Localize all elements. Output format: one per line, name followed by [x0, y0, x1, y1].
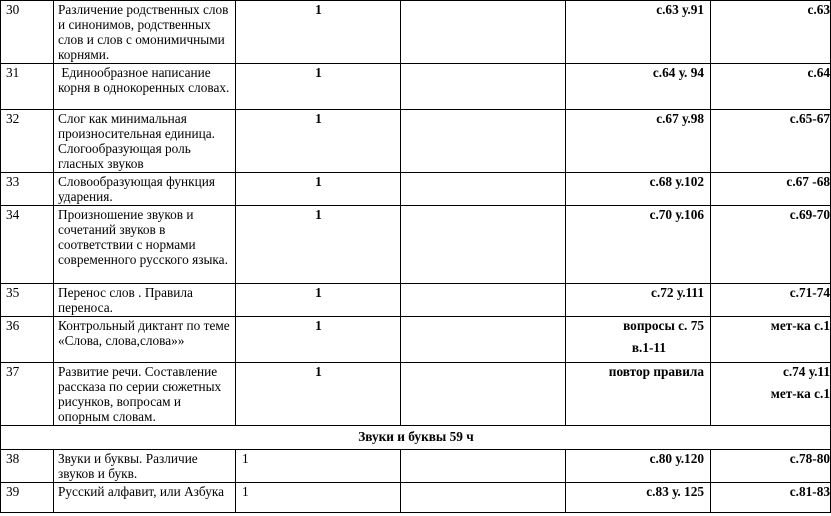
lesson-topic: Слог как минимальная произносительная единица. Слогообразующая роль гласных звуков [54, 110, 236, 173]
homework-text: с.67 у.98 [656, 111, 704, 126]
empty-cell [401, 363, 566, 426]
homework-text: с.64 у. 94 [652, 65, 704, 80]
lesson-topic: Русский алфавит, или Азбука [54, 483, 236, 513]
lesson-topic: Звуки и буквы. Различие звуков и букв. [54, 450, 236, 483]
homework-text: с.68 у.102 [649, 174, 704, 189]
lesson-number: 39 [1, 483, 54, 513]
homework-cell [566, 64, 711, 110]
lesson-hours: 1 [236, 173, 401, 206]
lesson-hours: 1 [236, 483, 401, 513]
lesson-topic: Развитие речи. Составление рассказа по серии сюжетных рисунков, вопросам и опорным словам. [54, 363, 236, 426]
lesson-topic: Единообразное написание корня в однокоренных словах. [54, 64, 236, 110]
empty-cell [401, 483, 566, 513]
lesson-hours: 1 [236, 284, 401, 317]
lesson-number: 38 [1, 450, 54, 483]
empty-cell [401, 206, 566, 284]
reference-text: с.81-83 [789, 484, 830, 499]
homework-text: с.72 у.111 [651, 285, 704, 300]
lesson-hours: 1 [236, 206, 401, 284]
lesson-number: 33 [1, 173, 54, 206]
table-row [1, 173, 831, 206]
homework-cell [566, 206, 711, 284]
reference-cell [711, 206, 831, 284]
homework-text: повтор правила [608, 364, 704, 379]
table-row [1, 483, 831, 513]
reference-text: с.65-67 [789, 111, 830, 126]
reference-text: с.69-70 [789, 207, 830, 222]
reference-cell [711, 483, 831, 513]
homework-text: вопросы с. 75 [623, 318, 704, 333]
lesson-topic: Словообразующая функция ударения. [54, 173, 236, 206]
homework-cell [566, 173, 711, 206]
reference-cell [711, 284, 831, 317]
table-row [1, 1, 831, 64]
reference-text: мет-ка с.1 [770, 318, 830, 333]
lesson-topic: Произношение звуков и сочетаний звуков в соответствии с нормами современного русского языка. [54, 206, 236, 284]
lesson-topic: Перенос слов . Правила переноса. [54, 284, 236, 317]
reference-text: с.64 [807, 65, 830, 80]
table-row [1, 363, 831, 426]
empty-cell [401, 284, 566, 317]
lesson-hours: 1 [236, 110, 401, 173]
lesson-number: 32 [1, 110, 54, 173]
homework-cell [566, 284, 711, 317]
reference-text: с.74 у.11 [782, 364, 830, 379]
reference-text: с.67 -68 [786, 174, 830, 189]
reference-text: с.78-80 [789, 451, 830, 466]
homework-text: с.80 у.120 [649, 451, 704, 466]
empty-cell [401, 450, 566, 483]
empty-cell [401, 1, 566, 64]
empty-cell [401, 64, 566, 110]
lesson-number: 35 [1, 284, 54, 317]
table-row [1, 317, 831, 363]
table-row [1, 110, 831, 173]
homework-cell [566, 450, 711, 483]
reference-text: с.71-74 [789, 285, 830, 300]
homework-cell [566, 363, 711, 426]
empty-cell [401, 110, 566, 173]
homework-text: с.83 у. 125 [646, 484, 704, 499]
homework-cell [566, 317, 711, 363]
reference-cell [711, 1, 831, 64]
lesson-hours: 1 [236, 317, 401, 363]
reference-cell [711, 317, 831, 363]
reference-cell [711, 450, 831, 483]
homework-cell [566, 483, 711, 513]
lesson-number: 30 [1, 1, 54, 64]
empty-cell [401, 173, 566, 206]
lesson-number: 37 [1, 363, 54, 426]
lesson-number: 31 [1, 64, 54, 110]
lesson-topic: Контрольный диктант по теме «Слова, слова,слова»» [54, 317, 236, 363]
section-row [1, 426, 831, 450]
reference-cell [711, 64, 831, 110]
table-row [1, 284, 831, 317]
lesson-number: 34 [1, 206, 54, 284]
homework-text: с.63 у.91 [656, 2, 704, 17]
homework-cell [566, 110, 711, 173]
reference-cell [711, 173, 831, 206]
reference-text: мет-ка с.1 [770, 386, 830, 401]
reference-text: с.63 [807, 2, 830, 17]
table-row [1, 206, 831, 284]
lesson-hours: 1 [236, 363, 401, 426]
homework-cell [566, 1, 711, 64]
lesson-topic: Различение родственных слов и синонимов, родственных слов и слов с омонимичными корнями. [54, 1, 236, 64]
homework-text: с.70 у.106 [649, 207, 704, 222]
lesson-hours: 1 [236, 450, 401, 483]
empty-cell [401, 317, 566, 363]
reference-cell [711, 363, 831, 426]
section-title: Звуки и буквы 59 ч [1, 426, 831, 450]
lesson-hours: 1 [236, 1, 401, 64]
homework-text: в.1-11 [631, 340, 666, 355]
reference-cell [711, 110, 831, 173]
table-row [1, 450, 831, 483]
table-row [1, 64, 831, 110]
lesson-number: 36 [1, 317, 54, 363]
lesson-hours: 1 [236, 64, 401, 110]
